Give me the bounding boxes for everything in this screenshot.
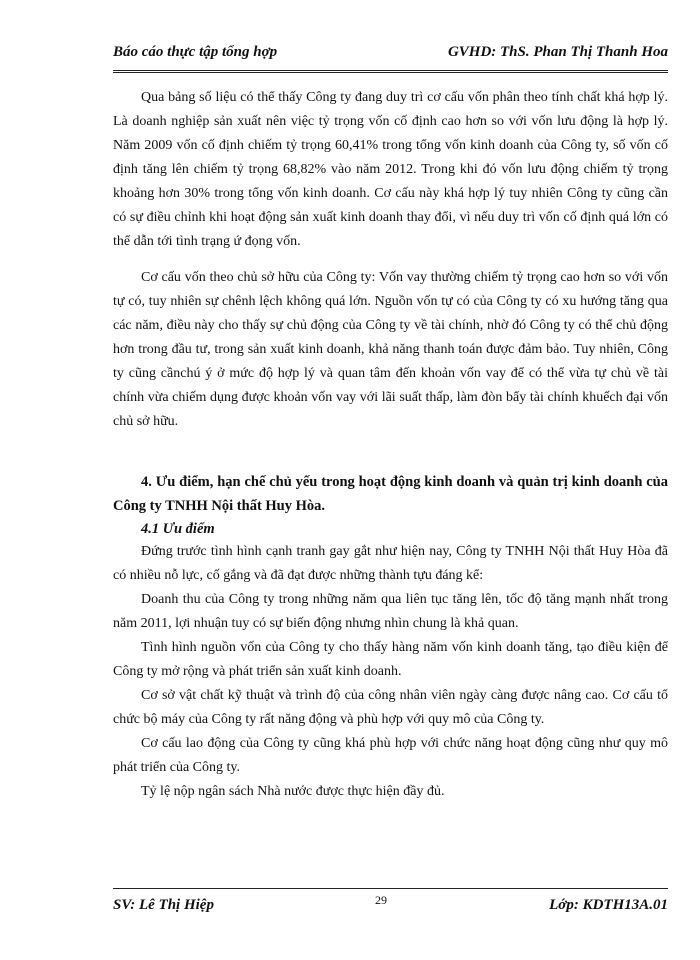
paragraph-state-budget: Tỷ lệ nộp ngân sách Nhà nước được thực hiện đầy đủ. bbox=[141, 784, 445, 799]
page-content bbox=[113, 86, 668, 804]
paragraph-labor-structure: Cơ cấu lao động của Công ty cũng khá phù hợp với chức năng hoạt động cũng như quy mô phát triển của Công ty. bbox=[113, 736, 668, 775]
footer-student: SV: Lê Thị Hiệp bbox=[113, 897, 214, 913]
footer-class: Lớp: KDTH13A.01 bbox=[549, 897, 668, 913]
page-header bbox=[113, 36, 668, 73]
paragraph-capital-structure-by-nature: Qua bảng số liệu có thể thấy Công ty đang duy trì cơ cấu vốn phân theo tính chất khá hợp lý. Là doanh nghiệp sản xuất nên việc tỷ trọng vốn cố định cao hơn so với vốn lưu động là hợp lý. Năm 2009 vốn cố định chiếm tỷ trọng 60,41% trong tổng vốn kinh doanh của Công ty, số vốn cố định tăng lên chiếm tỷ trọng 68,82% vào năm 2012. Trong khi đó vốn lưu động chiếm tỷ trọng khoảng hơn 30% trong tổng vốn kinh doanh. Cơ cấu này khá hợp lý tuy nhiên Công ty cũng cần có sự điều chỉnh khi hoạt động sản xuất kinh doanh thay đổi, vì nếu duy trì vốn cố định quá lớn có thể dẫn tới tình trạng ứ đọng vốn. bbox=[113, 90, 668, 249]
page-number: 29 bbox=[375, 893, 387, 907]
paragraph-revenue: Doanh thu của Công ty trong những năm qua liên tục tăng lên, tốc độ tăng mạnh nhất trong năm 2011, lợi nhuận tuy có sự biến động nhưng nhìn chung là khả quan. bbox=[113, 592, 668, 631]
paragraph-capital-structure-by-owner: Cơ cấu vốn theo chủ sở hữu của Công ty: Vốn vay thường chiếm tỷ trọng cao hơn so với vốn tự có, tuy nhiên sự chênh lệch không quá lớn. Nguồn vốn tự có của Công ty có xu hướng tăng qua các năm, điều này cho thấy sự chủ động của Công ty về tài chính, nhờ đó Công ty có thể chủ động hơn trong đầu tư, trong sản xuất kinh doanh, khả năng thanh toán được đảm bảo. Tuy nhiên, Công ty cũng cầnchú ý ở mức độ hợp lý và quan tâm đến khoản vốn vay để có thể vừa tự chủ về tài chính vừa chiếm dụng được khoản vốn vay với lãi suất thấp, làm đòn bẩy tài chính khuếch đại vốn chủ sở hữu. bbox=[113, 270, 668, 429]
paragraph-capital-sources: Tình hình nguồn vốn của Công ty cho thấy hàng năm vốn kinh doanh tăng, tạo điều kiện để Công ty mở rộng và phát triển sản xuất kinh doanh. bbox=[113, 640, 668, 679]
header-supervisor: GVHD: ThS. Phan Thị Thanh Hoa bbox=[447, 44, 668, 60]
subsection-heading: 4.1 Ưu điểm bbox=[141, 521, 215, 537]
paragraph-advantages-intro: Đứng trước tình hình cạnh tranh gay gắt như hiện nay, Công ty TNHH Nội thất Huy Hòa đã có nhiều nỗ lực, cố gắng và đã đạt được những thành tựu đáng kể: bbox=[113, 544, 668, 583]
paragraph-facilities: Cơ sở vật chất kỹ thuật và trình độ của công nhân viên ngày càng được nâng cao. Cơ cấu tổ chức bộ máy của Công ty rất năng động và phù hợp với quy mô của Công ty. bbox=[113, 688, 668, 727]
section-heading-text: 4. Ưu điểm, hạn chế chủ yếu trong hoạt động kinh doanh và quản trị kinh doanh của Công ty TNHH Nội thất Huy Hòa. bbox=[113, 474, 668, 514]
header-report-title: Báo cáo thực tập tổng hợp bbox=[113, 44, 278, 60]
page-footer bbox=[113, 888, 668, 919]
section-heading bbox=[113, 470, 668, 518]
